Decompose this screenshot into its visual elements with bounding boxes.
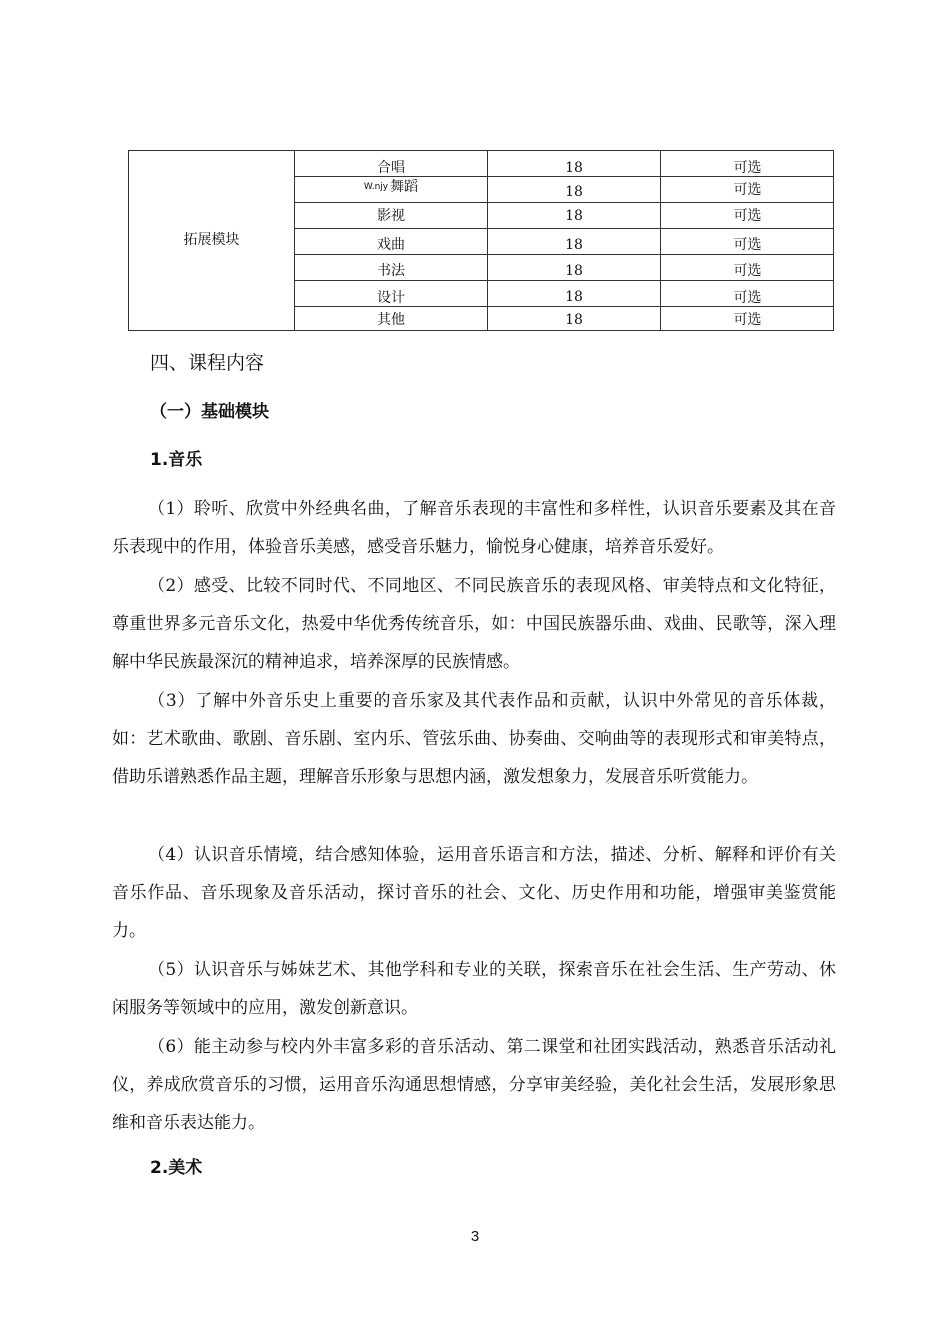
table-group-label: 拓展模块 xyxy=(183,232,240,248)
table-cell-type: 可选 xyxy=(733,312,762,328)
art-heading: 2.美术 xyxy=(150,1158,203,1178)
table-divider xyxy=(294,202,833,203)
page-number: 3 xyxy=(470,1228,480,1245)
table-cell-hours: 18 xyxy=(565,263,583,279)
table-divider xyxy=(294,228,833,229)
scan-noise-text: W.njy xyxy=(363,182,389,192)
paragraph: （2）感受、比较不同时代、不同地区、不同民族音乐的表现风格、审美特点和文化特征，尊重世界多元音乐文化，热爱中华优秀传统音乐，如：中国民族器乐曲、戏曲、民歌等，深入理解中华民族最深沉的精神追求，培养深厚的民族情感。 xyxy=(112,576,836,672)
subsection-title: （一）基础模块 xyxy=(150,402,269,422)
table-cell-type: 可选 xyxy=(733,208,762,224)
paragraph: （6）能主动参与校内外丰富多彩的音乐活动、第二课堂和社团实践活动，熟悉音乐活动礼仪，养成欣赏音乐的习惯，运用音乐沟通思想情感，分享审美经验，美化社会生活，发展形象思维和音乐表达能力。 xyxy=(112,1037,836,1133)
table-divider xyxy=(294,176,833,177)
table-cell-course: 影视 xyxy=(377,208,405,224)
table-cell-course-text: 舞蹈 xyxy=(390,179,419,195)
table-cell-course: 其他 xyxy=(377,312,405,328)
table-cell-course xyxy=(295,179,487,195)
table-cell-type: 可选 xyxy=(733,160,762,176)
table-cell-type: 可选 xyxy=(733,263,762,279)
table-cell-course: 书法 xyxy=(377,263,405,279)
table-cell-course: 设计 xyxy=(377,290,405,306)
table-cell-hours: 18 xyxy=(565,237,583,253)
table-divider xyxy=(294,306,833,307)
table-cell-type: 可选 xyxy=(733,290,762,306)
table-cell-hours: 18 xyxy=(565,184,583,200)
table-cell-type: 可选 xyxy=(733,237,762,253)
table-cell-hours: 18 xyxy=(565,208,583,224)
paragraph: （1）聆听、欣赏中外经典名曲，了解音乐表现的丰富性和多样性，认识音乐要素及其在音乐表现中的作用，体验音乐美感，感受音乐魅力，愉悦身心健康，培养音乐爱好。 xyxy=(112,499,836,557)
paragraph: （4）认识音乐情境，结合感知体验，运用音乐语言和方法，描述、分析、解释和评价有关音乐作品、音乐现象及音乐活动，探讨音乐的社会、文化、历史作用和功能，增强审美鉴赏能力。 xyxy=(112,845,836,941)
table-divider xyxy=(294,280,833,281)
table-cell-hours: 18 xyxy=(565,312,583,328)
table-cell-hours: 18 xyxy=(565,289,583,305)
table-cell-course: 合唱 xyxy=(377,160,405,176)
paragraph: （5）认识音乐与姊妹艺术、其他学科和专业的关联，探索音乐在社会生活、生产劳动、休闲服务等领域中的应用，激发创新意识。 xyxy=(112,960,836,1018)
table-cell-course: 戏曲 xyxy=(377,237,405,253)
course-module-table xyxy=(128,150,834,331)
music-heading: 1.音乐 xyxy=(150,450,203,470)
table-divider xyxy=(294,254,833,255)
table-cell-hours: 18 xyxy=(565,160,583,176)
paragraph: （3）了解中外音乐史上重要的音乐家及其代表作品和贡献，认识中外常见的音乐体裁，如：艺术歌曲、歌剧、音乐剧、室内乐、管弦乐曲、协奏曲、交响曲等的表现形式和审美特点，借助乐谱熟悉作品主题，理解音乐形象与思想内涵，激发想象力，发展音乐听赏能力。 xyxy=(112,691,836,787)
table-cell-type: 可选 xyxy=(733,182,762,198)
section-title: 四、课程内容 xyxy=(150,352,265,374)
